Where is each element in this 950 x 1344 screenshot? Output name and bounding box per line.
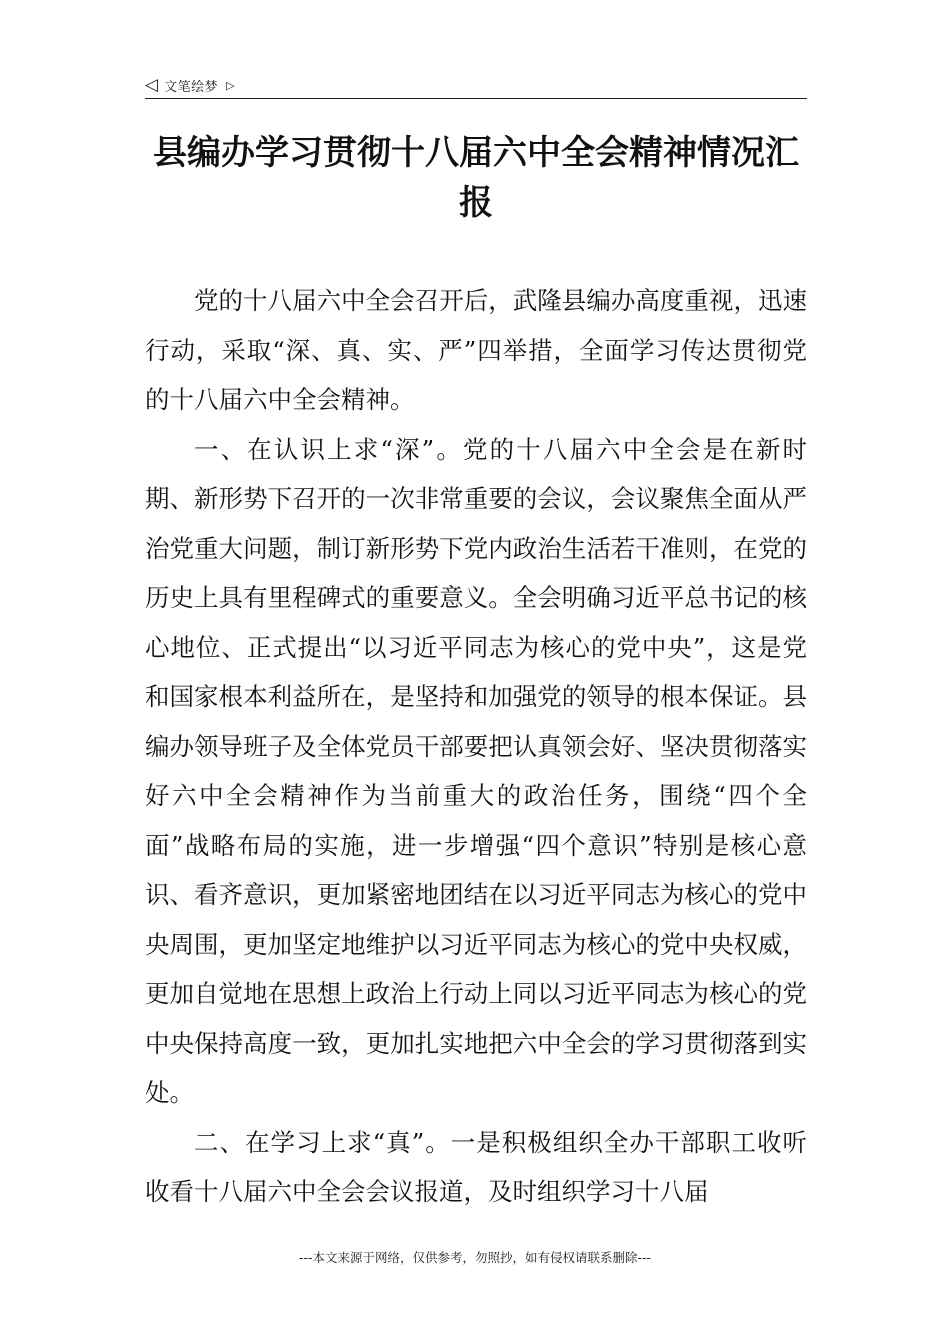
footer-disclaimer: ---本文来源于网络，仅供参考，勿照抄，如有侵权请联系删除--- bbox=[298, 1250, 652, 1265]
header-brand-text: 文笔绘梦 bbox=[164, 79, 219, 95]
triangle-left-icon: ◁ bbox=[145, 74, 159, 95]
paragraph-intro: 党的十八届六中全会召开后，武隆县编办高度重视，迅速行动，采取“深、真、实、严”四举措，全面学习传达贯彻党的十八届六中全会精神。 bbox=[145, 286, 807, 414]
paragraph-section-one: 一、在认识上求“深”。党的十八届六中全会是在新时期、新形势下召开的一次非常重要的会议，会议聚焦全面从严治党重大问题，制订新形势下党内政治生活若干准则，在党的历史上具有里程碑式的重要意义。全会明确习近平总书记的核心地位、正式提出“以习近平同志为核心的党中央”，这是党和国家根本利益所在，是坚持和加强党的领导的根本保证。县编办领导班子及全体党员干部要把认真领会好、坚决贯彻落实好六中全会精神作为当前重大的政治任务，围绕“四个全面”战略布局的实施，进一步增强“四个意识”特别是核心意识、看齐意识，更加紧密地团结在以习近平同志为核心的党中央周围，更加坚定地维护以习近平同志为核心的党中央权威，更加自觉地在思想上政治上行动上同以习近平同志为核心的党中央保持高度一致，更加扎实地把六中全会的学习贯彻落到实处。 bbox=[145, 434, 807, 1107]
paragraph-section-two: 二、在学习上求“真”。一是积极组织全办干部职工收听收看十八届六中全会会议报道，及时组织学习十八届 bbox=[145, 1127, 807, 1206]
page-header bbox=[145, 72, 807, 99]
document-body bbox=[145, 276, 807, 1217]
document-title: 县编办学习贯彻十八届六中全会精神情况汇报 bbox=[153, 133, 799, 223]
triangle-right-icon: ▷ bbox=[226, 78, 235, 92]
